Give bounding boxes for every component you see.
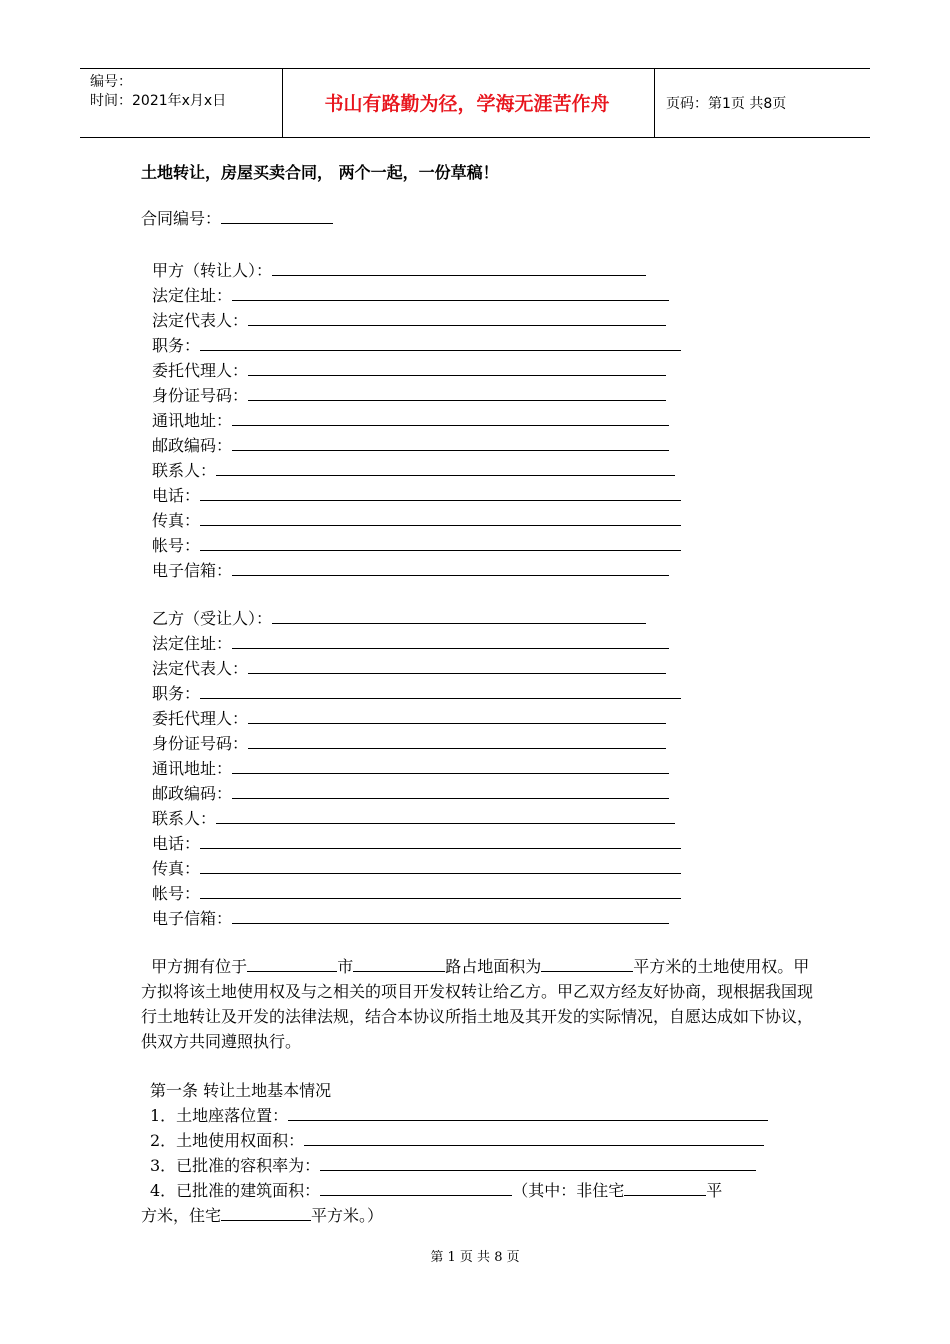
field-label: 邮政编码：: [152, 784, 233, 803]
intro-paragraph: [141, 954, 813, 1054]
item-text: （其中：非住宅: [512, 1181, 625, 1200]
fill-blank: [216, 809, 675, 824]
article-1-item: [150, 1128, 764, 1151]
fill-blank: [541, 957, 633, 972]
party-a-heading-line: [152, 258, 646, 283]
header-meta: [90, 73, 226, 111]
fill-blank: [200, 884, 681, 899]
fill-blank: [248, 311, 666, 326]
party-b-heading-line: [152, 606, 646, 631]
field-label: 法定住址：: [152, 634, 233, 653]
article-1-item: [150, 1103, 768, 1126]
fill-blank: [232, 286, 669, 301]
intro-text: 平方米的土地使用权。甲方拟将该土地使用权及与之相关的项目开发权转让给乙方。甲乙双方经友好协商，现根据我国现行土地转让及开发的法律法规，结合本协议所指土地及其开发的实际情况，自愿达成如下协议，供双方共同遵照执行。: [141, 957, 814, 1051]
number-label: 编号：: [90, 74, 132, 90]
item-text: 方米，住宅: [141, 1206, 222, 1225]
fill-blank: [288, 1106, 768, 1121]
party-b-field: [152, 631, 669, 656]
field-label: 电子信箱：: [152, 561, 233, 580]
party-a-field: [152, 383, 666, 408]
party-b-field: [152, 656, 666, 681]
party-a-field: [152, 333, 681, 358]
party-a-field: [152, 408, 669, 433]
item-text: 平: [706, 1181, 723, 1200]
page-header: [80, 68, 870, 138]
article-1-item: [150, 1153, 756, 1176]
fill-blank: [232, 561, 669, 576]
contract-number-line: [141, 206, 333, 229]
intro-text: 甲方拥有位于: [151, 957, 248, 976]
fill-blank: [304, 1131, 764, 1146]
fill-blank: [248, 709, 666, 724]
field-label: 邮政编码：: [152, 436, 233, 455]
fill-blank: [232, 759, 669, 774]
party-b-field: [152, 881, 681, 906]
field-label: 委托代理人：: [152, 709, 249, 728]
field-label: 传真：: [152, 859, 201, 878]
party-a-field: [152, 458, 675, 483]
party-b-field: [152, 681, 681, 706]
fill-blank: [353, 957, 445, 972]
article-1-item-cont: [141, 1203, 383, 1226]
party-a-field: [152, 433, 669, 458]
fill-blank: [248, 386, 666, 401]
article-1-heading: 第一条 转让土地基本情况: [150, 1081, 332, 1100]
header-motto: 书山有路勤为径，学海无涯苦作舟: [324, 93, 610, 115]
field-label: 身份证号码：: [152, 386, 249, 405]
party-b-field: [152, 731, 666, 756]
fill-blank: [200, 536, 681, 551]
party-a-field: [152, 533, 681, 558]
field-label: 联系人：: [152, 461, 217, 480]
intro-text: 路占地面积为: [445, 957, 542, 976]
field-label: 联系人：: [152, 809, 217, 828]
fill-blank: [272, 609, 646, 624]
fill-blank: [247, 957, 337, 972]
fill-blank: [248, 734, 666, 749]
fill-blank: [232, 436, 669, 451]
field-label: 职务：: [152, 684, 201, 703]
header-divider: [654, 69, 655, 137]
field-label: 电话：: [152, 486, 201, 505]
fill-blank: [232, 411, 669, 426]
item-text: 平方米。）: [311, 1206, 384, 1225]
party-b-field: [152, 756, 669, 781]
party-b-field: [152, 906, 669, 931]
field-label: 帐号：: [152, 536, 201, 555]
field-label: 电话：: [152, 834, 201, 853]
document-title: 土地转让，房屋买卖合同， 两个一起，一份草稿！: [141, 163, 499, 182]
fill-blank: [200, 511, 681, 526]
page-footer: 第 1 页 共 8 页: [430, 1250, 520, 1265]
fill-blank: [232, 634, 669, 649]
party-b-field: [152, 856, 681, 881]
party-a-field: [152, 483, 681, 508]
field-label: 法定代表人：: [152, 659, 249, 678]
item-label: 2．土地使用权面积：: [150, 1131, 305, 1150]
fill-blank: [200, 486, 681, 501]
field-label: 电子信箱：: [152, 909, 233, 928]
party-a-field: [152, 508, 681, 533]
fill-blank: [200, 336, 681, 351]
fill-blank: [248, 361, 666, 376]
fill-blank: [624, 1181, 706, 1196]
contract-number-label: 合同编号：: [141, 209, 222, 228]
contract-number-blank: [221, 209, 333, 224]
fill-blank: [221, 1206, 311, 1221]
fill-blank: [248, 659, 666, 674]
fill-blank: [200, 684, 681, 699]
party-b-heading: 乙方（受让人）：: [152, 609, 273, 628]
field-label: 通讯地址：: [152, 411, 233, 430]
party-b-field: [152, 806, 675, 831]
time-label: 时间：2021年x月x日: [90, 93, 227, 109]
fill-blank: [320, 1156, 756, 1171]
intro-text: 市: [337, 957, 354, 976]
party-b-field: [152, 706, 666, 731]
party-a-field: [152, 358, 666, 383]
party-b-field: [152, 781, 669, 806]
fill-blank: [232, 784, 669, 799]
party-a-field: [152, 558, 669, 583]
item-label: 1．土地座落位置：: [150, 1106, 289, 1125]
party-a-field: [152, 308, 666, 333]
header-page-info: 页码：第1页 共8页: [666, 96, 787, 112]
field-label: 帐号：: [152, 884, 201, 903]
field-label: 通讯地址：: [152, 759, 233, 778]
item-label: 3．已批准的容积率为：: [150, 1156, 321, 1175]
fill-blank: [272, 261, 646, 276]
field-label: 法定代表人：: [152, 311, 249, 330]
field-label: 职务：: [152, 336, 201, 355]
item-label: 4．已批准的建筑面积：: [150, 1181, 321, 1200]
party-a-heading: 甲方（转让人）：: [152, 261, 273, 280]
field-label: 传真：: [152, 511, 201, 530]
field-label: 身份证号码：: [152, 734, 249, 753]
field-label: 委托代理人：: [152, 361, 249, 380]
fill-blank: [232, 909, 669, 924]
fill-blank: [216, 461, 675, 476]
fill-blank: [200, 834, 681, 849]
fill-blank: [200, 859, 681, 874]
fill-blank: [320, 1181, 512, 1196]
article-1-item: [150, 1178, 722, 1201]
party-a-field: [152, 283, 669, 308]
field-label: 法定住址：: [152, 286, 233, 305]
party-b-field: [152, 831, 681, 856]
